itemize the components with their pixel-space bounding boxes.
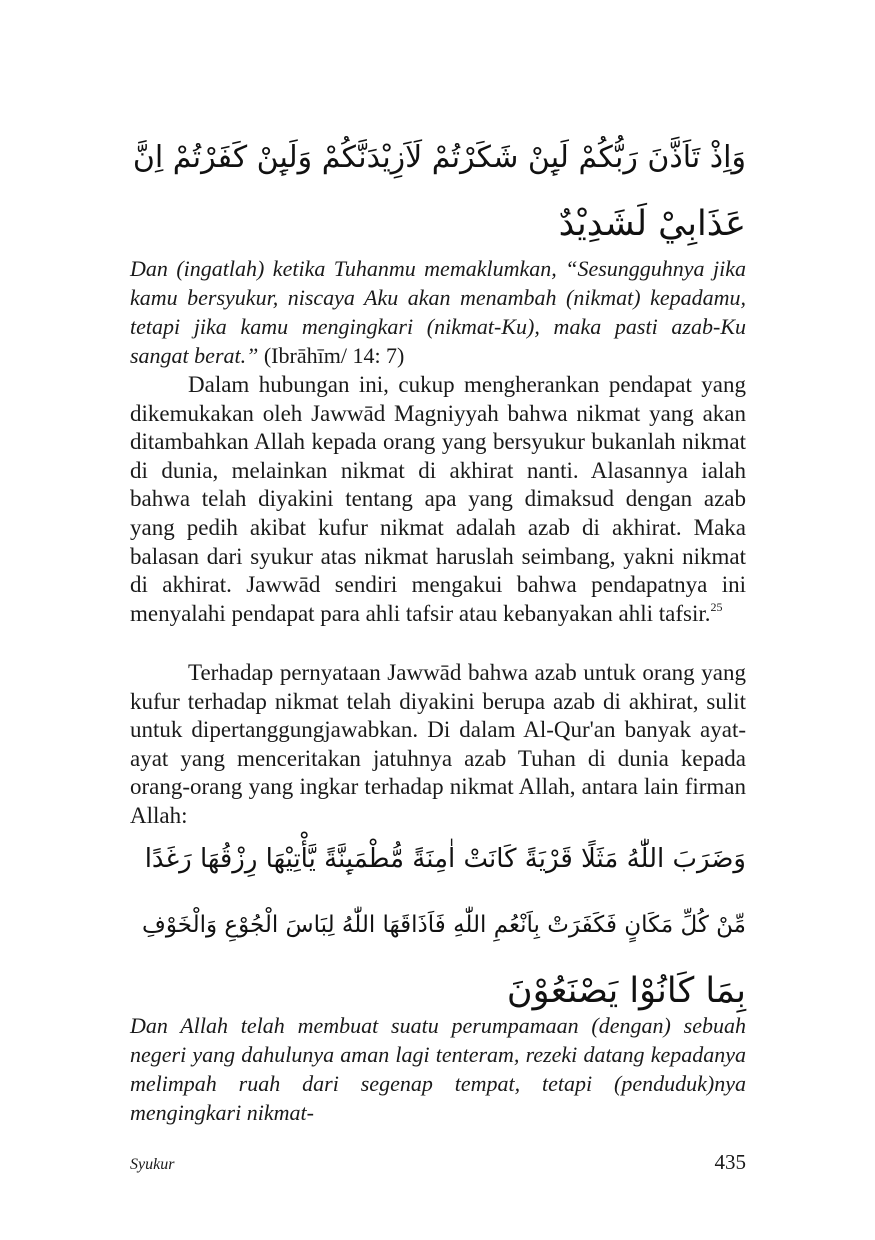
verse-reference: (Ibrāhīm/ 14: 7)	[263, 343, 405, 368]
arabic-line: عَذَابِيْ لَشَدِيْدٌ	[558, 204, 746, 244]
quran-verse-ibrahim-7	[130, 125, 746, 257]
running-head: Syukur	[130, 1156, 175, 1173]
page-footer	[130, 1150, 746, 1180]
arabic-line: وَضَرَبَ اللّٰهُ مَثَلًا قَرْيَةً كَانَتْ اٰمِنَةً مُّطْمَىِٕنَّةً يَّأْتِيْهَا رِزْقُهَا رَغَدًا	[144, 844, 746, 874]
quran-verse-an-nahl	[130, 826, 746, 1024]
translation-text: Dan Allah telah membuat suatu perumpamaan (dengan) sebuah negeri yang dahulunya aman lagi tenteram, rezeki datang kepadanya melimpah ruah dari segenap tempat, tetapi (penduduk)nya mengingkari nikmat-	[130, 1013, 746, 1125]
body-paragraph	[130, 371, 746, 628]
body-paragraph	[130, 659, 746, 831]
verse-translation	[130, 1011, 746, 1127]
arabic-line: مِّنْ كُلِّ مَكَانٍ فَكَفَرَتْ بِاَنْعُمِ اللّٰهِ فَاَذَاقَهَا اللّٰهُ لِبَاسَ الْجُوْعِ وَالْخَوْفِ	[142, 912, 746, 938]
footnote-marker[interactable]: 25	[710, 599, 723, 614]
page-number: 435	[714, 1150, 746, 1174]
paragraph-text: Terhadap pernyataan Jawwād bahwa azab untuk orang yang kufur terhadap nikmat telah diyakini berupa azab di akhirat, sulit untuk dipertanggungjawabkan. Di dalam Al-Qur'an banyak ayat-ayat yang menceritakan jatuhnya azab Tuhan di dunia kepada orang-orang yang ingkar terhadap nikmat Allah, antara lain firman Allah:	[130, 660, 746, 828]
translation-text: Dan (ingatlah) ketika Tuhanmu memaklumkan, “Sesungguhnya jika kamu bersyukur, niscaya Aku akan menambah (nikmat) kepadamu, tetapi jika kamu mengingkari (nikmat-Ku), maka pasti azab-Ku sangat berat.”	[130, 256, 746, 368]
arabic-line: بِمَا كَانُوْا يَصْنَعُوْنَ	[506, 971, 746, 1011]
arabic-line: وَاِذْ تَاَذَّنَ رَبُّكُمْ لَىِٕنْ شَكَرْتُمْ لَاَزِيْدَنَّكُمْ وَلَىِٕنْ كَفَرْتُمْ اِنَّ	[132, 140, 746, 175]
verse-translation	[130, 254, 746, 370]
paragraph-text: Dalam hubungan ini, cukup mengherankan pendapat yang dikemukakan oleh Jawwād Magniyyah bahwa nikmat yang akan ditambahkan Allah kepada orang yang bersyukur bukanlah nikmat di dunia, melainkan nikmat di akhirat nanti. Alasannya ialah bahwa telah diyakini tentang apa yang dimaksud dengan azab yang pedih akibat kufur nikmat adalah azab di akhirat. Maka balasan dari syukur atas nikmat haruslah seimbang, yakni nikmat di akhirat. Jawwād sendiri mengakui bahwa pendapatnya ini menyalahi pendapat para ahli tafsir atau kebanyakan ahli tafsir.	[130, 372, 746, 626]
